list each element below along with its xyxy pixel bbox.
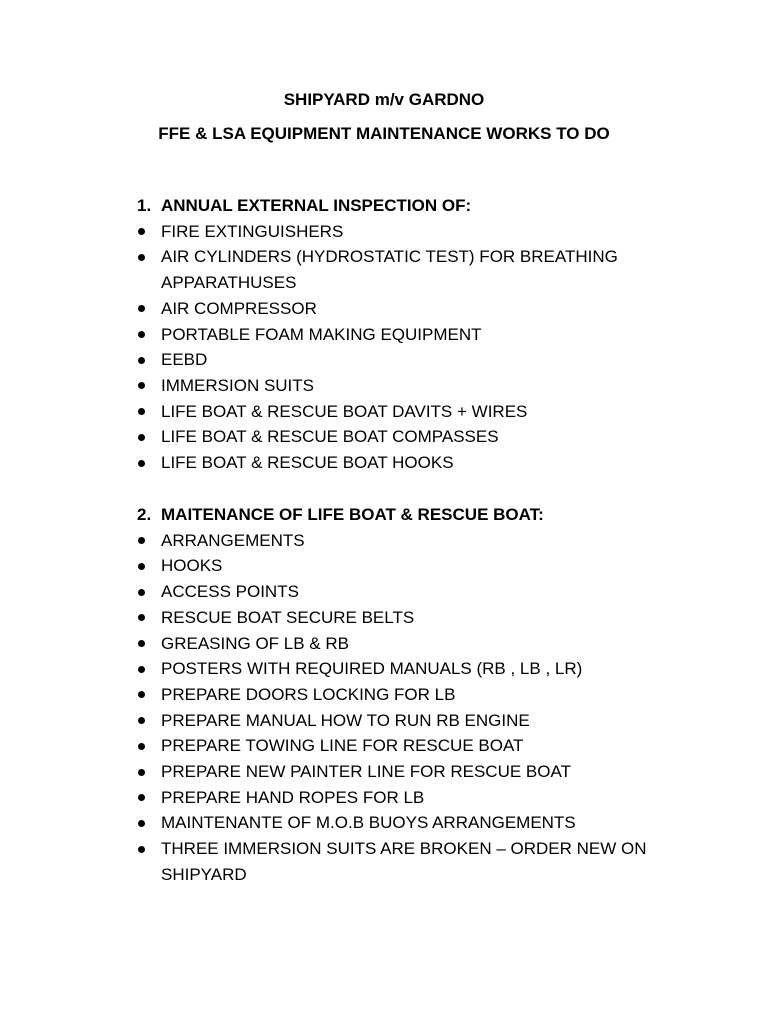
bullet-icon bbox=[138, 563, 145, 570]
bullet-icon bbox=[138, 640, 145, 647]
list-item bbox=[0, 424, 768, 450]
list-item-text: GREASING OF LB & RB bbox=[161, 633, 349, 653]
section-number: 2. bbox=[137, 505, 152, 524]
list-item bbox=[0, 656, 768, 682]
section-number: 1. bbox=[137, 196, 152, 215]
list-item bbox=[0, 450, 768, 476]
list-item-text: PREPARE DOORS LOCKING FOR LB bbox=[161, 684, 456, 704]
list-item-text: POSTERS WITH REQUIRED MANUALS (RB , LB , LR) bbox=[161, 659, 583, 679]
list-item-text: THREE IMMERSION SUITS ARE BROKEN – ORDER NEW ON SHIPYARD bbox=[161, 839, 647, 884]
list-item-text: AIR CYLINDERS (HYDROSTATIC TEST) FOR BREATHING APPARATHUSES bbox=[161, 247, 618, 293]
list-item bbox=[0, 347, 768, 373]
list-item bbox=[0, 373, 768, 399]
list-item-text: LIFE BOAT & RESCUE BOAT HOOKS bbox=[161, 453, 454, 473]
bullet-icon bbox=[138, 794, 145, 801]
bullet-icon bbox=[138, 589, 145, 596]
list-item-text: ARRANGEMENTS bbox=[161, 530, 305, 550]
bullet-icon bbox=[138, 382, 145, 389]
list-item-text: PREPARE HAND ROPES FOR LB bbox=[161, 787, 425, 807]
bullet-icon bbox=[138, 666, 145, 673]
list-item bbox=[0, 733, 768, 759]
bullet-icon bbox=[138, 408, 145, 415]
list-item-text: ACCESS POINTS bbox=[161, 582, 299, 602]
list-item-text: PORTABLE FOAM MAKING EQUIPMENT bbox=[161, 324, 482, 344]
list-item-text: MAINTENANTE OF M.O.B BUOYS ARRANGEMENTS bbox=[161, 813, 576, 833]
list-item-text: PREPARE TOWING LINE FOR RESCUE BOAT bbox=[161, 736, 524, 756]
section-boat-maintenance bbox=[0, 502, 768, 888]
list-item-text: HOOKS bbox=[161, 556, 223, 576]
bullet-icon bbox=[138, 537, 145, 544]
list-item-text: LIFE BOAT & RESCUE BOAT DAVITS + WIRES bbox=[161, 401, 528, 421]
list-item bbox=[0, 759, 768, 785]
list-item-text: LIFE BOAT & RESCUE BOAT COMPASSES bbox=[161, 427, 499, 447]
section-heading bbox=[0, 193, 768, 219]
section-heading bbox=[0, 502, 768, 528]
list-item-text: AIR COMPRESSOR bbox=[161, 298, 317, 318]
bullet-icon bbox=[138, 717, 145, 724]
bullet-icon bbox=[138, 614, 145, 621]
list-item bbox=[0, 631, 768, 657]
bullet-icon bbox=[138, 846, 145, 853]
list-item-text: EEBD bbox=[161, 350, 208, 370]
bullet-icon bbox=[138, 357, 145, 364]
list-item-text: RESCUE BOAT SECURE BELTS bbox=[161, 607, 415, 627]
list-item bbox=[0, 399, 768, 425]
bullet-icon bbox=[138, 228, 145, 235]
list-item bbox=[0, 322, 768, 348]
document-subtitle: FFE & LSA EQUIPMENT MAINTENANCE WORKS TO DO bbox=[158, 124, 610, 143]
bullet-icon bbox=[138, 769, 145, 776]
list-item bbox=[0, 785, 768, 811]
section-title: ANNUAL EXTERNAL INSPECTION OF: bbox=[161, 196, 472, 215]
bullet-list bbox=[0, 528, 768, 888]
bullet-icon bbox=[138, 305, 145, 312]
bullet-icon bbox=[138, 743, 145, 750]
bullet-list bbox=[0, 219, 768, 476]
list-item-text: FIRE EXTINGUISHERS bbox=[161, 221, 344, 241]
list-item-text: PREPARE MANUAL HOW TO RUN RB ENGINE bbox=[161, 710, 530, 730]
list-item-text: PREPARE NEW PAINTER LINE FOR RESCUE BOAT bbox=[161, 762, 571, 782]
list-item bbox=[0, 244, 768, 295]
list-item bbox=[0, 810, 768, 836]
list-item bbox=[0, 579, 768, 605]
bullet-icon bbox=[138, 820, 145, 827]
list-item bbox=[0, 219, 768, 245]
list-item bbox=[0, 296, 768, 322]
list-item bbox=[0, 605, 768, 631]
section-title: MAITENANCE OF LIFE BOAT & RESCUE BOAT: bbox=[161, 505, 544, 524]
bullet-icon bbox=[138, 460, 145, 467]
section-annual-inspection bbox=[0, 193, 768, 476]
list-item bbox=[0, 553, 768, 579]
list-item bbox=[0, 708, 768, 734]
list-item-text: IMMERSION SUITS bbox=[161, 375, 315, 395]
bullet-icon bbox=[138, 331, 145, 338]
bullet-icon bbox=[138, 254, 145, 261]
bullet-icon bbox=[138, 434, 145, 441]
list-item bbox=[0, 682, 768, 708]
document-title: SHIPYARD m/v GARDNO bbox=[283, 90, 485, 109]
list-item bbox=[0, 836, 768, 887]
bullet-icon bbox=[138, 691, 145, 698]
list-item bbox=[0, 528, 768, 554]
